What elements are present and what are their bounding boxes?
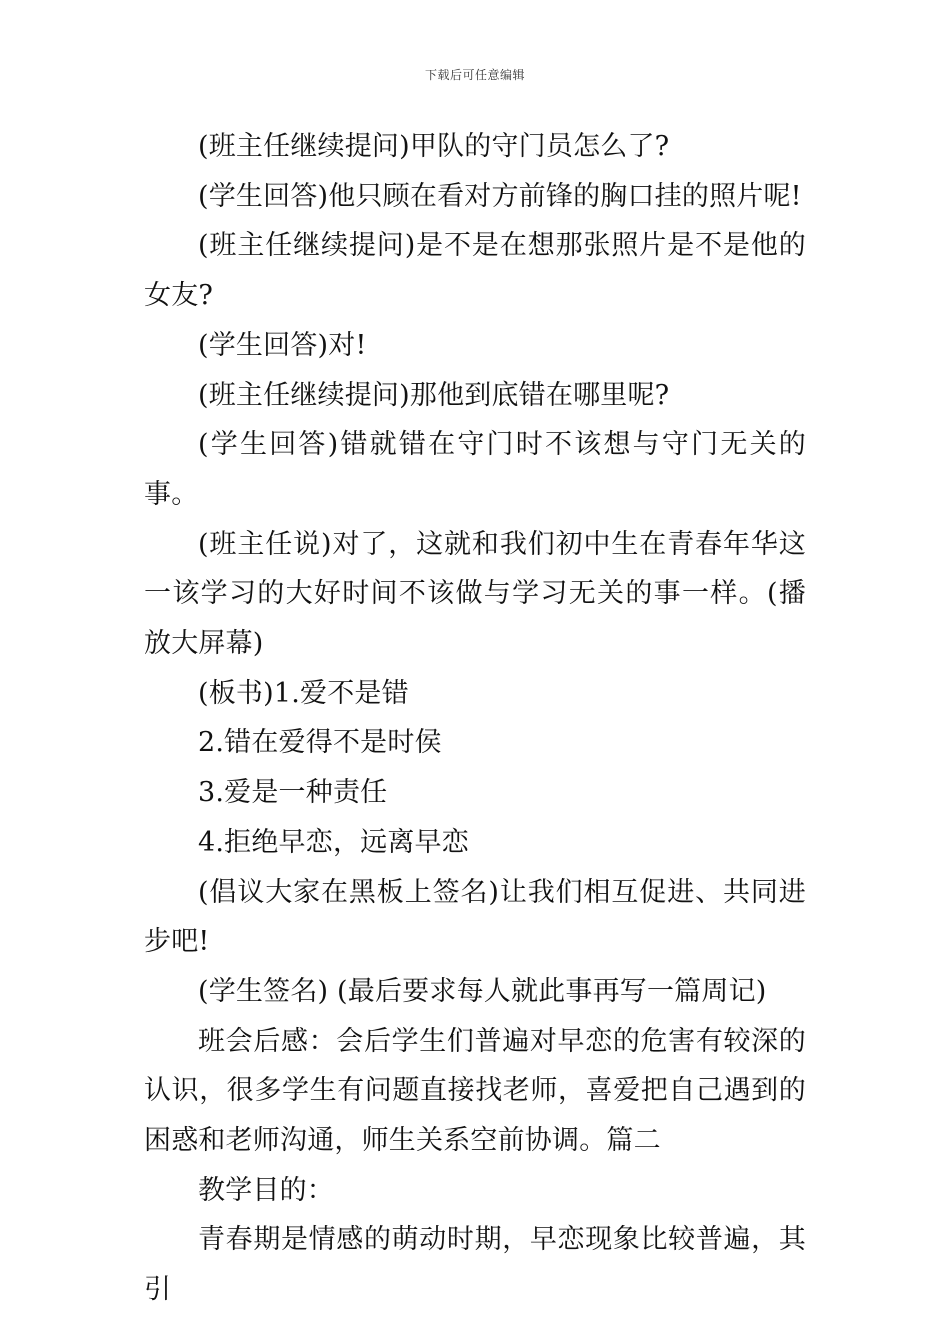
paragraph: (学生回答)他只顾在看对方前锋的胸口挂的照片呢! (198, 180, 802, 212)
paragraph: (班主任继续提问)是不是在想那张照片是不是他的女友? (144, 230, 806, 312)
paragraph: (班主任继续提问)甲队的守门员怎么了? (198, 131, 670, 162)
paragraph: (班主任继续提问)那他到底错在哪里呢? (198, 379, 670, 411)
board-note: 4.拒绝早恋，远离早恋 (198, 826, 469, 858)
paragraph: (倡议大家在黑板上签名)让我们相互促进、共同进步吧! (144, 876, 806, 958)
paragraph: (班主任说)对了，这就和我们初中生在青春年华这一该学习的大好时间不该做与学习无关的事一样。(播放大屏幕) (144, 528, 806, 660)
page-header-note: 下载后可任意编辑 (424, 68, 525, 82)
section-heading: 教学目的： (198, 1174, 334, 1206)
paragraph: (学生回答)对! (198, 329, 367, 361)
board-note: 3.爱是一种责任 (198, 777, 388, 809)
paragraph: 班会后感：会后学生们普遍对早恋的危害有较深的认识，很多学生有问题直接找老师，喜爱把自己遇到的困惑和老师沟通，师生关系空前协调。篇二 (144, 1025, 806, 1157)
board-note: (板书)1.爱不是错 (198, 677, 409, 709)
board-note: 2.错在爱得不是时侯 (198, 727, 442, 759)
paragraph: (学生签名) (最后要求每人就此事再写一篇周记) (198, 975, 767, 1007)
paragraph: (学生回答)错就错在守门时不该想与守门无关的事。 (144, 429, 806, 510)
paragraph: 青春期是情感的萌动时期，早恋现象比较普遍，其引 (144, 1224, 806, 1306)
document-body (144, 122, 806, 1315)
